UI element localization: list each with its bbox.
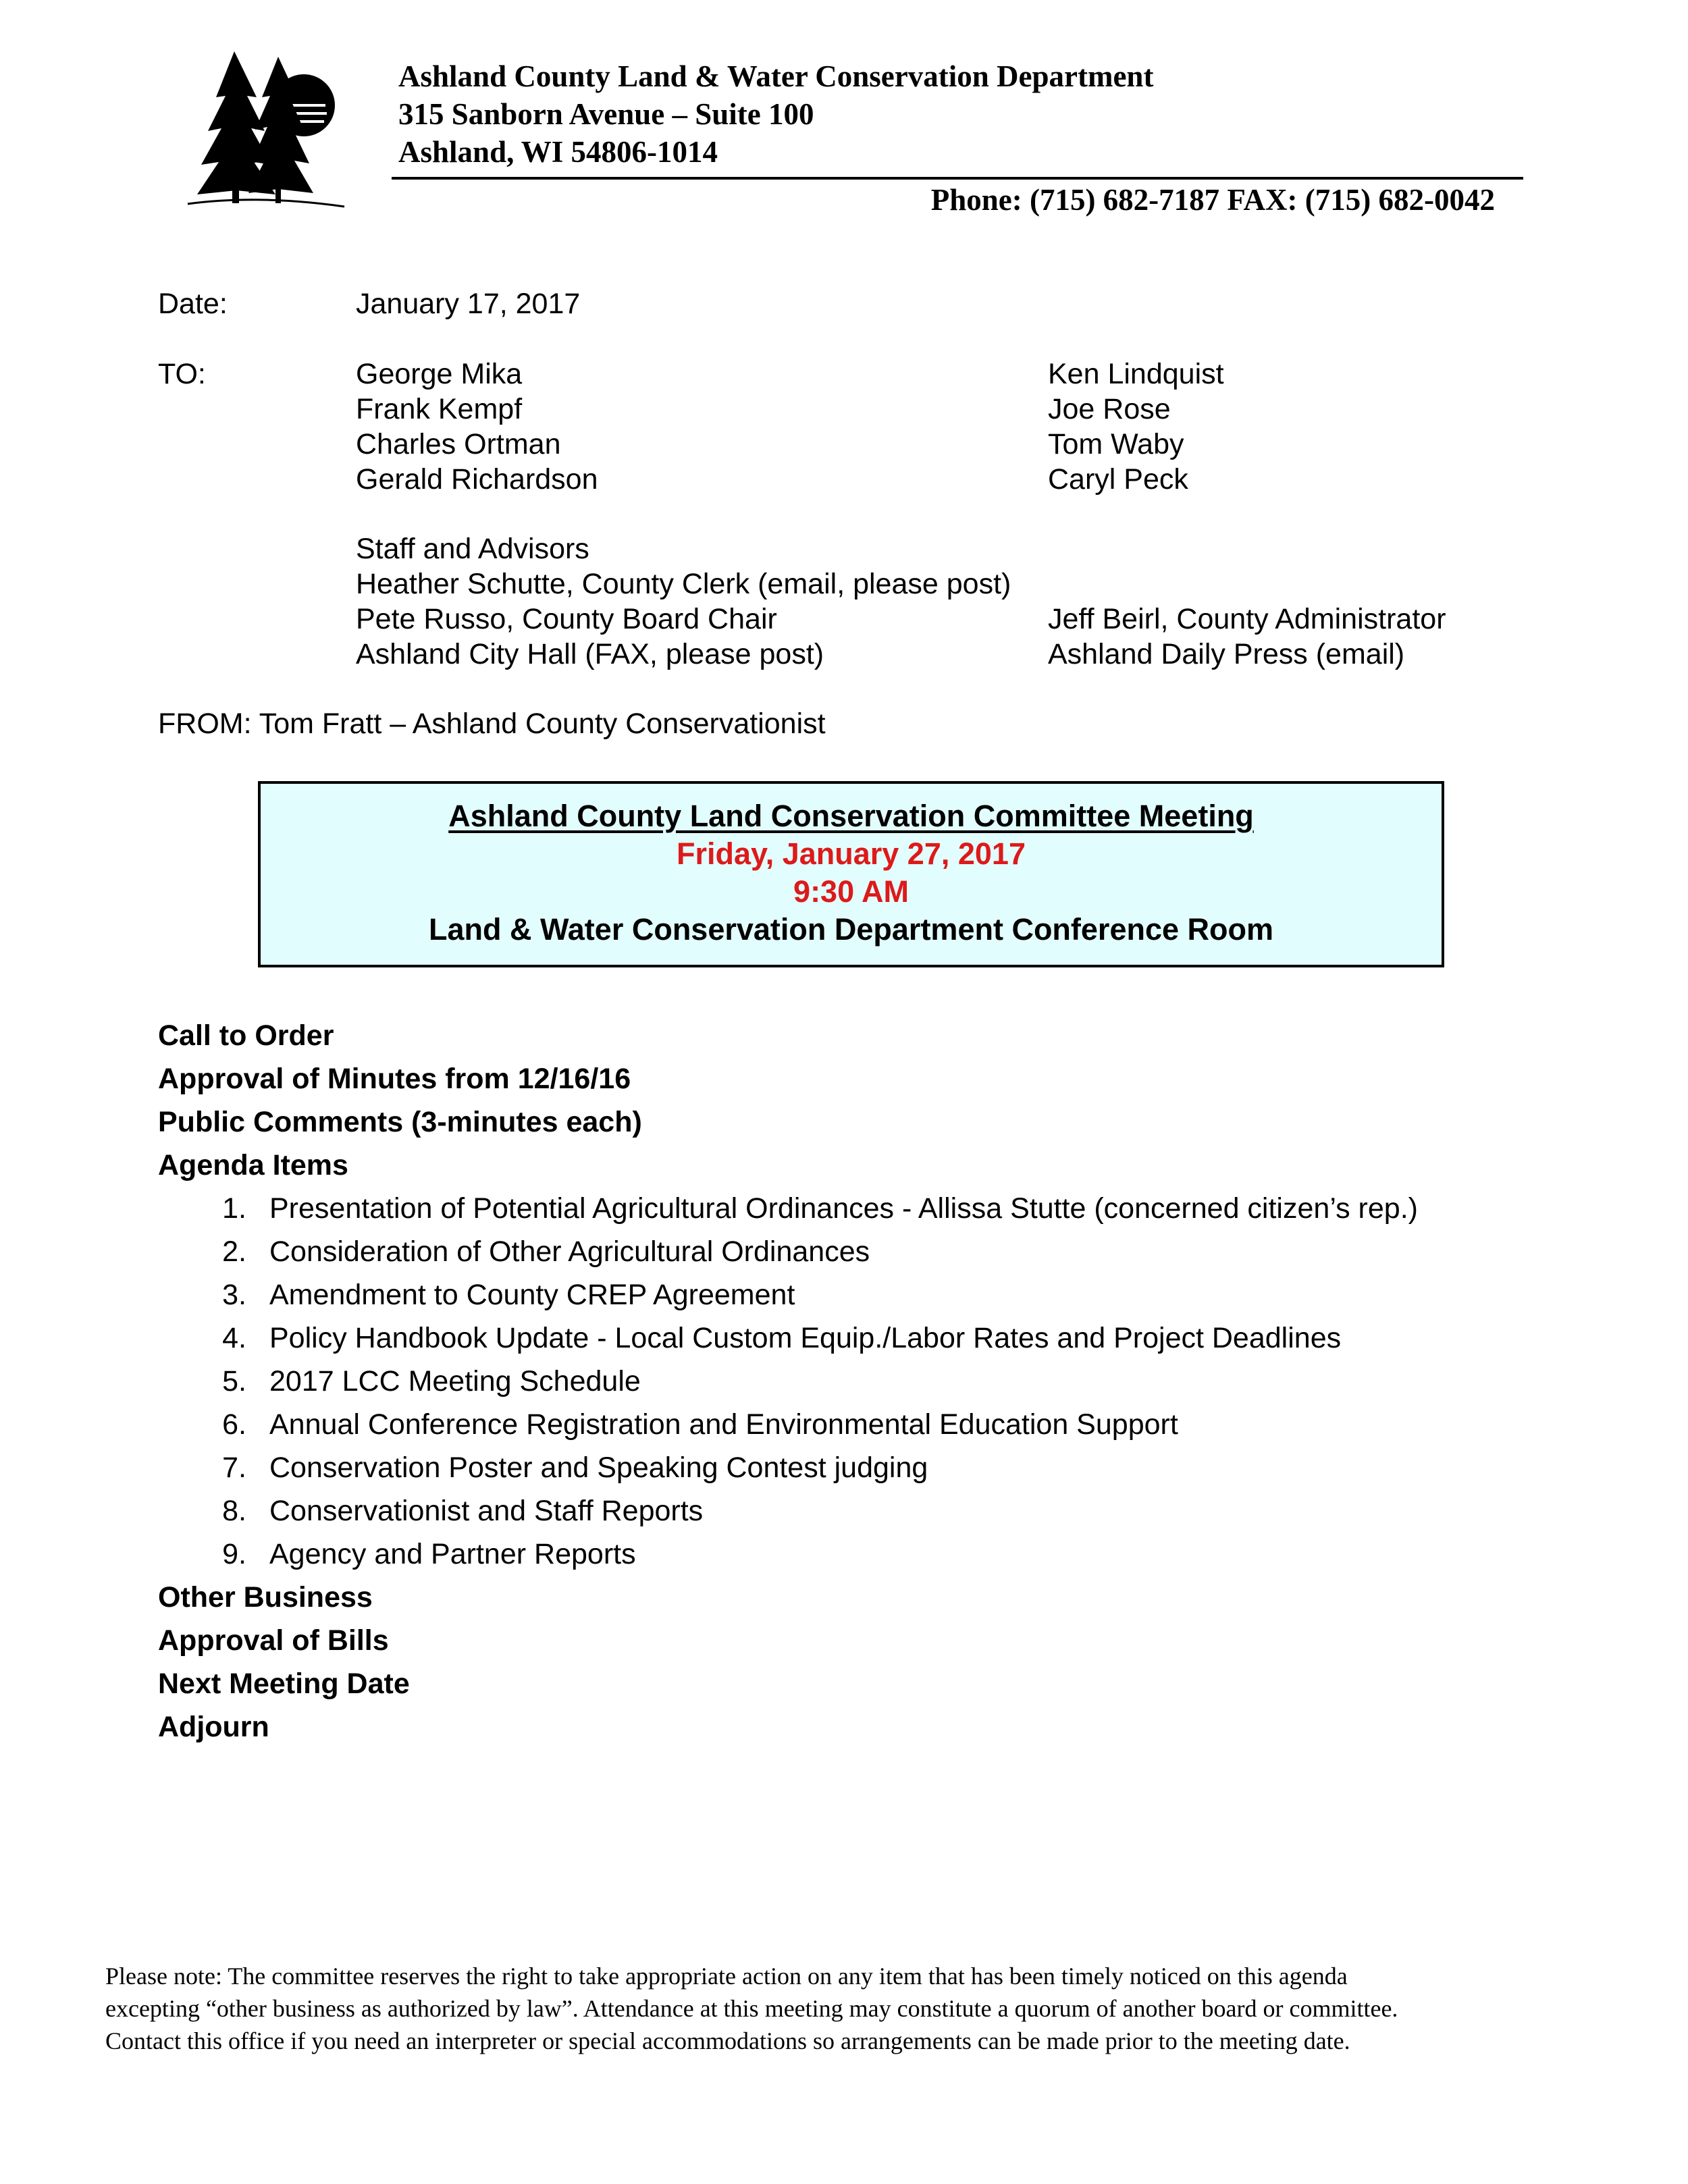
meeting-date: Friday, January 27, 2017 [677,836,1026,871]
agenda-item-number: 1. [222,1192,246,1225]
from-line: FROM: Tom Fratt – Ashland County Conservationist [158,708,826,740]
agenda-item-number: 5. [222,1365,246,1397]
agenda-public-comments: Public Comments (3-minutes each) [158,1106,642,1138]
to-label: TO: [158,358,206,390]
meeting-title: Ashland County Land Conservation Committee Meeting [448,799,1254,833]
org-address-line2: Ashland, WI 54806-1014 [398,135,718,169]
agenda-other-business: Other Business [158,1581,373,1614]
footer-note-line: Contact this office if you need an interpreter or special accommodations so arrangements can be made prior to the meeting date. [105,2027,1350,2054]
staff-heading: Staff and Advisors [356,533,589,565]
agenda-approval-minutes: Approval of Minutes from 12/16/16 [158,1063,631,1095]
staff-entry: Ashland City Hall (FAX, please post) [356,638,824,670]
agenda-approval-bills: Approval of Bills [158,1624,389,1657]
recipient: Ken Lindquist [1048,358,1224,390]
agenda-item-number: 8. [222,1495,246,1527]
agenda-item: Conservation Poster and Speaking Contest judging [269,1451,928,1484]
footer-note [105,1960,1591,2057]
agenda-item: Agency and Partner Reports [269,1538,636,1570]
staff-entry: Heather Schutte, County Clerk (email, please post) [356,568,1011,600]
staff-entry: Ashland Daily Press (email) [1048,638,1405,670]
recipient: Tom Waby [1048,428,1184,460]
org-name: Ashland County Land & Water Conservation Department [398,59,1154,93]
agenda-adjourn: Adjourn [158,1711,269,1743]
org-address-line1: 315 Sanborn Avenue – Suite 100 [398,97,814,131]
agenda-item-number: 6. [222,1408,246,1441]
agenda-call-to-order: Call to Order [158,1019,334,1052]
recipient: Caryl Peck [1048,463,1188,496]
date-value: January 17, 2017 [356,288,581,320]
agenda-item: Consideration of Other Agricultural Ordinances [269,1235,870,1268]
meeting-location: Land & Water Conservation Department Conference Room [428,912,1273,947]
recipient: Charles Ortman [356,428,561,460]
agenda-item: 2017 LCC Meeting Schedule [269,1365,641,1397]
recipient: George Mika [356,358,523,390]
agenda-item: Annual Conference Registration and Environmental Education Support [269,1408,1178,1441]
recipient: Frank Kempf [356,393,523,425]
staff-entry: Pete Russo, County Board Chair [356,603,777,635]
meeting-info-box [258,781,1444,967]
agenda-item: Conservationist and Staff Reports [269,1495,704,1527]
meeting-time: 9:30 AM [793,874,909,909]
agenda-item: Policy Handbook Update - Local Custom Equip./Labor Rates and Project Deadlines [269,1322,1342,1354]
agenda-item-number: 9. [222,1538,246,1570]
agenda-item-number: 2. [222,1235,246,1268]
agenda-items-heading: Agenda Items [158,1149,348,1181]
agenda-item-number: 7. [222,1451,246,1484]
agenda-item: Amendment to County CREP Agreement [269,1279,795,1311]
agenda-item-number: 3. [222,1279,246,1311]
date-label: Date: [158,288,228,320]
staff-entry: Jeff Beirl, County Administrator [1048,603,1446,635]
pine-trees-sun-logo [184,50,352,211]
agenda-next-meeting: Next Meeting Date [158,1668,410,1700]
agenda-item-number: 4. [222,1322,246,1354]
recipient: Joe Rose [1048,393,1171,425]
agenda-item: Presentation of Potential Agricultural Ordinances - Allissa Stutte (concerned citizen’s rep.) [269,1192,1418,1225]
footer-note-line: excepting “other business as authorized by law”. Attendance at this meeting may constitute a quorum of another board or committee. [105,1995,1398,2022]
phone-fax: Phone: (715) 682-7187 FAX: (715) 682-0042 [930,183,1495,217]
header-divider [392,177,1523,180]
footer-note-line: Please note: The committee reserves the right to take appropriate action on any item that has been timely noticed on this agenda [105,1963,1348,1990]
recipient: Gerald Richardson [356,463,598,496]
